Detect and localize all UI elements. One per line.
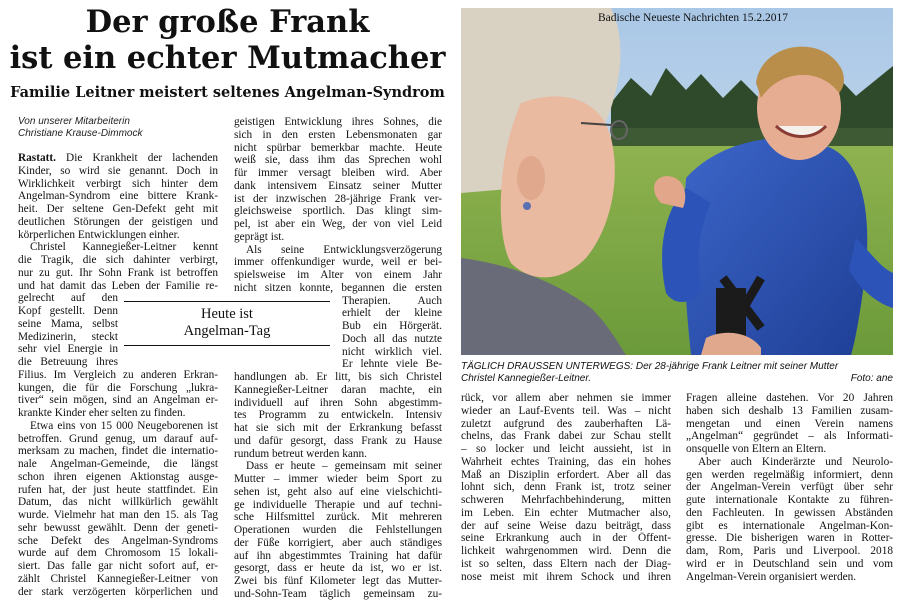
column-line: Datum, das nicht willkürlich gewählt bbox=[18, 496, 218, 509]
column-line: Mutter – immer wieder beim Sport zu bbox=[234, 473, 442, 485]
column-line: geistigen Entwicklung ihres Sohnes, die bbox=[234, 116, 442, 128]
column-line: seine Erkrankung auch in der Öffent- bbox=[461, 532, 671, 545]
photo-source-credit: Badische Neueste Nachrichten 15.2.2017 bbox=[598, 12, 789, 24]
column-line: nicht spürbar bemerkbar machte. Heute bbox=[234, 141, 442, 154]
column-line: der Füße korrigiert, aber auch ständiges bbox=[234, 536, 442, 549]
column-line: nale Angelman-Gemeinde, die längst bbox=[18, 458, 218, 470]
dateline-rest: Die Krankheit der lachenden bbox=[55, 152, 218, 164]
column-line: Kannegießer-Leitner daran machte, ein bbox=[234, 383, 442, 396]
caption-line-1: Der 28-jährige Frank Leitner mit seiner Mutter bbox=[635, 361, 839, 372]
article-subheadline: Familie Leitner meistert seltenes Angelman-Syndrom bbox=[10, 84, 445, 101]
column-line: nicht sitzen konnte, begannen die ersten bbox=[234, 281, 442, 294]
column-line: onsquelle von Eltern an Eltern. bbox=[686, 443, 827, 455]
column-line: Doch all das nutzte bbox=[342, 332, 442, 345]
column-line: gen werden regelmäßig informiert, denn bbox=[686, 468, 893, 481]
column-line: der Angelman-Verein verfügt über sehr bbox=[686, 481, 893, 494]
column-line: Operationen wurden die Fehlstellungen bbox=[234, 524, 442, 536]
column-line: und hat damit das Leben der Familie re- bbox=[18, 279, 218, 292]
column-line: sich in den ersten Lebensmonaten gar bbox=[234, 128, 442, 141]
column-line: gleichsweise sportlich. Das klingt sim- bbox=[234, 205, 442, 218]
column-line: mengetan und einen Verein namens bbox=[686, 417, 893, 430]
text-column-1 bbox=[18, 152, 218, 598]
column-line: die Tragik, die sich dahinter verbirgt, bbox=[18, 254, 218, 266]
column-line: weiß sie, dass ihm das Sprechen wohl bbox=[234, 154, 442, 167]
column-line: deutlichen Störungen der geistigen und bbox=[18, 215, 218, 228]
text-column-2 bbox=[234, 116, 442, 601]
column-line: Als seine Entwicklungsverzögerung bbox=[246, 243, 442, 256]
column-line: immer offenkundiger wurde, weil er bei- bbox=[234, 256, 442, 269]
column-line: hat sie sich mit der Erkrankung befasst bbox=[234, 422, 442, 434]
column-line: Bub ein Hörgerät. bbox=[342, 320, 442, 332]
photo-illustration bbox=[461, 8, 893, 355]
column-line: wurde auf dem Chromosom 15 lokali- bbox=[18, 547, 218, 560]
column-line: rück, vor allem aber nehmen sie immer bbox=[461, 392, 671, 404]
column-line: betroffen. Grund genug, um darauf auf- bbox=[18, 432, 218, 445]
column-line: und-Sohn-Team täglich gemeinsam zu- bbox=[234, 587, 442, 600]
column-line: nicht wirklich viel. bbox=[342, 345, 442, 358]
column-line: handlungen ab. Er litt, bis sich Christel bbox=[234, 371, 442, 383]
column-line: tes Programm zu entwickeln. Intensiv bbox=[234, 409, 442, 422]
column-line: Fragen alleine dastehen. Vor 20 Jahren bbox=[686, 392, 893, 404]
column-line: Christel Kannegießer-Leitner kennt bbox=[30, 241, 218, 254]
column-line: Angelman-Verein organisiert werden. bbox=[686, 570, 857, 583]
column-line: chelns, das Frank dabei zur Schau stellt bbox=[461, 430, 671, 443]
column-line: nose meist mit ihrem Schock und ihren bbox=[461, 570, 671, 583]
column-line: der auf seine Weise dazu beiträgt, dass bbox=[461, 519, 671, 532]
column-line: lohnt sich, denn Frank ist, trotz seiner bbox=[461, 481, 671, 494]
column-line: Er lehnte viele Be- bbox=[342, 358, 442, 371]
column-line: individuell auf ihren Sohn abgestimm- bbox=[234, 396, 442, 409]
byline bbox=[18, 116, 258, 140]
caption-row-1 bbox=[461, 361, 893, 373]
column-line: körperlichen Entwicklungen einher. bbox=[18, 228, 180, 241]
column-line: heit. Der seltene Gen-Defekt geht mit bbox=[18, 203, 218, 215]
caption-line-2: Christel Kannegießer-Leitner. bbox=[461, 373, 592, 384]
column-line: zuletzt aufgrund des zauberhaften Lä- bbox=[461, 417, 671, 430]
column-line: die Betreuung ihres bbox=[18, 356, 118, 368]
column-line: Aber auch Kinderärzte und Neurolo- bbox=[698, 455, 893, 468]
column-line: sehr viel Energie in bbox=[18, 343, 118, 356]
byline-line-1: Von unserer Mitarbeiterin bbox=[18, 116, 130, 127]
column-line: Kinder, so wird sie genannt. Doch in bbox=[18, 164, 218, 177]
column-line: ist so selten, dass Eltern nach der Diag- bbox=[461, 557, 671, 570]
column-line: den Fachleuten. In gewissen Abständen bbox=[686, 506, 893, 519]
column-line: wieder an Lauf-Events teil. Was – nicht bbox=[461, 404, 671, 417]
text-column-4 bbox=[686, 392, 893, 583]
info-box-bottom-rule bbox=[124, 345, 330, 346]
headline-line-2: ist ein echter Mutmacher bbox=[9, 40, 446, 76]
column-line: Kopf gestellt. Denn bbox=[18, 305, 118, 317]
column-line: gresse. Die bisherigen waren in Rotter- bbox=[686, 532, 893, 545]
column-line: „Angelman“ gegründet – als Informati- bbox=[686, 430, 893, 443]
column-line: im Leben. Ein echter Mutmacher also, bbox=[461, 506, 671, 519]
column-line: Dass er heute – gemeinsam mit seiner bbox=[246, 460, 442, 473]
caption-head: TÄGLICH DRAUSSEN UNTERWEGS: bbox=[461, 361, 634, 372]
column-line: wurde. Vielmehr hat man den 15. als Tag bbox=[18, 509, 218, 521]
column-line: für immer versagt bleiben wird. Aber bbox=[234, 167, 442, 179]
column-line: Wirklichkeit verbirgt sich hinter dem bbox=[18, 177, 218, 190]
info-box-line-1: Heute ist bbox=[201, 306, 253, 322]
column-line: schweren Mehrfachbehinderung, mitten bbox=[461, 494, 671, 506]
column-line: sehr bewusst gewählt. Denn der geneti- bbox=[18, 521, 218, 534]
column-line: sche Hilfsmittel zurück. Mit mehreren bbox=[234, 511, 442, 524]
column-line: – so locker und leicht aussieht, ist in bbox=[461, 443, 671, 455]
column-line: sche Defekt des Angelman-Syndroms bbox=[18, 534, 218, 547]
column-line: lichkeit wahrgenommen wird. Denn die bbox=[461, 545, 671, 557]
column-line: gibt es internationale Angelman-Kon- bbox=[686, 519, 893, 532]
column-line: Medizinerin, steckt bbox=[18, 330, 118, 343]
column-line: dam, Rom, Paris und Liverpool. 2018 bbox=[686, 545, 893, 557]
dateline: Rastatt. bbox=[18, 152, 56, 164]
column-line: Zwei bis fünf Kilometer legt das Mutter- bbox=[234, 575, 442, 587]
info-box-line-2: Angelman-Tag bbox=[183, 323, 271, 339]
column-line: ge individuelle Therapie und auf techni- bbox=[234, 498, 442, 511]
column-line: Filius. Im Vergleich zu anderen Erkran- bbox=[18, 368, 218, 381]
photo-credit: Foto: ane bbox=[850, 373, 893, 384]
headline-line-1: Der große Frank bbox=[85, 4, 370, 40]
column-line: krankte Kinder eher selten zu finden. bbox=[18, 407, 186, 419]
column-line: siert. Das falle gar nicht sofort auf, er- bbox=[18, 560, 218, 572]
column-line: nur zu gut. Ihr Sohn Frank ist betroffen bbox=[18, 266, 218, 279]
column-line: haben sich deshalb 13 Familien zusam- bbox=[686, 404, 893, 417]
column-line: seine Mama, selbst bbox=[18, 317, 118, 330]
article-headline bbox=[0, 4, 455, 76]
info-box bbox=[124, 306, 330, 340]
column-line: der stark verzögerten körperlichen und bbox=[18, 585, 218, 598]
column-line: gelrecht auf den bbox=[18, 292, 118, 305]
column-line bbox=[18, 152, 218, 165]
column-line: und dafür gesorgt, dass Frank zu Hause bbox=[234, 434, 442, 447]
column-line: rufen hat, der just heute stattfindet. Ein bbox=[18, 483, 218, 496]
column-line: gesorgt, dass er heute da ist, wo er ist. bbox=[234, 562, 442, 575]
byline-line-2: Christiane Krause-Dimmock bbox=[18, 128, 143, 139]
article-photo bbox=[461, 8, 893, 355]
column-line: auf ihn abgestimmtes Training hat dafür bbox=[234, 549, 442, 562]
column-line: tiver“ sein mögen, sind an Angelman er- bbox=[18, 394, 218, 407]
column-line: merksam zu machen, findet die internatio- bbox=[18, 445, 218, 458]
column-line: schon ihren eigenen Aktionstag ausge- bbox=[18, 470, 218, 483]
column-line: wird er in Deutschland sein und vom bbox=[686, 557, 893, 570]
column-line: Maß an Disziplin erfordert. Aber all das bbox=[461, 468, 671, 481]
column-line: sehen ist, geht also auf eine vielschichti- bbox=[234, 485, 442, 498]
caption-row-2 bbox=[461, 373, 893, 385]
text-column-3 bbox=[461, 392, 671, 583]
column-line: kungen, die für die Forschung „lukra- bbox=[18, 381, 218, 394]
column-line: zählt Christel Kannegießer-Leitner von bbox=[18, 572, 218, 585]
photo-caption bbox=[461, 361, 893, 385]
info-box-top-rule bbox=[124, 301, 330, 302]
column-line: rundum betreut werden kann. bbox=[234, 447, 368, 460]
column-line: geprägt ist. bbox=[234, 230, 285, 243]
column-line: Therapien. Auch bbox=[342, 294, 442, 307]
column-line: Etwa eins von 15 000 Neugeborenen ist bbox=[30, 419, 218, 432]
column-line: Wahrheit echtes Training, das ein hohes bbox=[461, 455, 671, 468]
column-line: gute internationale Kontakte zu führen- bbox=[686, 494, 893, 506]
column-line: Angelman-Syndrom eine bittere Krank- bbox=[18, 190, 218, 203]
column-line: spielsweise im Alter von einem Jahr bbox=[234, 269, 442, 281]
column-line: dank intensivem Einsatz seiner Mutter bbox=[234, 179, 442, 192]
column-line: ist der inzwischen 28-jährige Frank ver- bbox=[234, 192, 442, 205]
column-line: erhielt der kleine bbox=[342, 307, 442, 320]
column-line: pel, ist aber ein Weg, der von viel Leid bbox=[234, 218, 442, 230]
